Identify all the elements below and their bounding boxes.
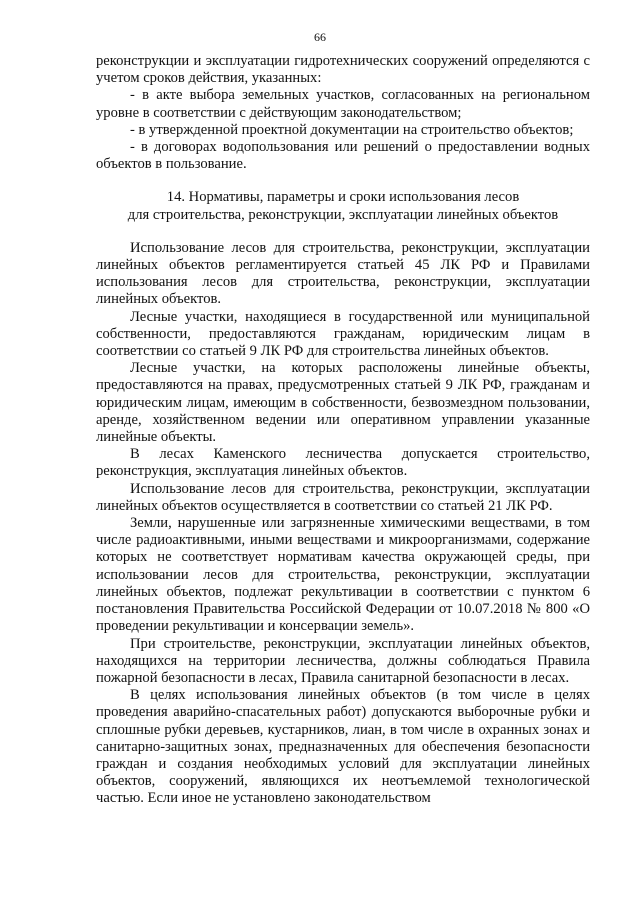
spacer bbox=[96, 224, 590, 240]
body-paragraph: Лесные участки, находящиеся в государственной или муниципальной собственности, предоставляются гражданам, юридическим лицам в соответствии со статьей 9 ЛК РФ для строительства линейных объектов. bbox=[96, 308, 590, 360]
intro-paragraph: реконструкции и эксплуатации гидротехнических сооружений определяются с учетом сроков действия, указанных: bbox=[96, 53, 590, 87]
intro-list-item: - в утвержденной проектной документации на строительство объектов; bbox=[130, 121, 574, 138]
spacer bbox=[96, 173, 590, 189]
intro-list-item: - в договорах водопользования или решений о предоставлении водных объектов в пользование. bbox=[96, 139, 590, 173]
section-heading-line1: 14. Нормативы, параметры и сроки использования лесов bbox=[166, 189, 520, 206]
page-number: 66 bbox=[314, 30, 326, 44]
intro-list-item: - в акте выбора земельных участков, согласованных на региональном уровне в соответствии с действующим законодательством; bbox=[96, 87, 590, 121]
section-heading-line2: для строительства, реконструкции, эксплуатации линейных объектов bbox=[127, 206, 559, 223]
body-paragraph: Использование лесов для строительства, реконструкции, эксплуатации линейных объектов регламентируется статьей 45 ЛК РФ и Правилами использования лесов для строительства, реконструкции, эксплуатации линейных объектов. bbox=[96, 239, 590, 308]
body-paragraph: В лесах Каменского лесничества допускается строительство, реконструкция, эксплуатация линейных объектов. bbox=[96, 446, 590, 480]
body-paragraph: При строительстве, реконструкции, эксплуатации линейных объектов, находящихся на территории лесничества, должны соблюдаться Правила пожарной безопасности в лесах, Правила санитарной безопасности в лесах. bbox=[96, 635, 590, 686]
body-paragraph: В целях использования линейных объектов (в том числе в целях проведения аварийно-спасательных работ) допускаются выборочные рубки и сплошные рубки деревьев, кустарников, лиан, в том числе в охранных зонах и санитарно-защитных зонах, предназначенных для обеспечения безопасности граждан и создания необходимых условий для эксплуатации линейных объектов, сооружений, являющихся их неотъемлемой технологической частью. Если иное не установлено законодательством bbox=[96, 687, 590, 807]
body-paragraph: Земли, нарушенные или загрязненные химическими веществами, в том числе радиоактивными, иными веществами и микроорганизмами, содержание которых не соответствует нормативам качества окружающей среды, при использовании лесов для строительства, реконструкции, эксплуатации линейных объектов, подлежат рекультивации в соответствии с пунктом 6 постановления Правительства Российской Федерации от 10.07.2018 № 800 «О проведении рекультивации и консервации земель». bbox=[96, 515, 590, 635]
body-paragraph: Использование лесов для строительства, реконструкции, эксплуатации линейных объектов осуществляется в соответствии со статьей 21 ЛК РФ. bbox=[96, 480, 590, 514]
page-content bbox=[96, 53, 590, 808]
body-paragraph: Лесные участки, на которых расположены линейные объекты, предоставляются на правах, предусмотренных статьей 9 ЛК РФ, гражданам и юридическим лицам, имеющим в собственности, безвозмездном пользовании, аренде, хозяйственном ведении или оперативном управлении указанные линейные объекты. bbox=[96, 360, 590, 446]
